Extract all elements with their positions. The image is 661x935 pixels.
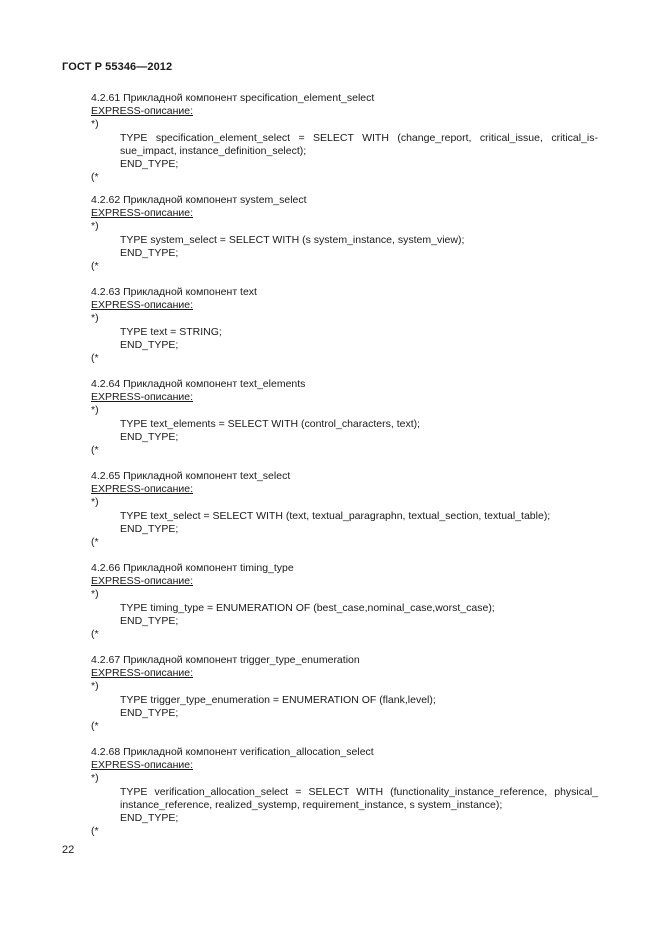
comment-open-marker: *) bbox=[91, 496, 99, 508]
code-line: TYPE system_select = SELECT WITH (s system_instance, system_view); bbox=[120, 234, 465, 246]
end-type-line: END_TYPE; bbox=[120, 523, 179, 535]
component-section bbox=[0, 652, 661, 744]
end-type-line: END_TYPE; bbox=[120, 707, 179, 719]
section-heading: 4.2.66 Прикладной компонент timing_type bbox=[91, 562, 294, 574]
comment-open-marker: *) bbox=[91, 680, 99, 692]
comment-close-marker: (* bbox=[91, 352, 99, 364]
page-header: ГОСТ Р 55346—2012 bbox=[62, 61, 173, 73]
express-label: EXPRESS-описание: bbox=[91, 759, 194, 771]
comment-close-marker: (* bbox=[91, 536, 99, 548]
end-type-line: END_TYPE; bbox=[120, 247, 179, 259]
comment-close-marker: (* bbox=[91, 171, 99, 183]
express-label: EXPRESS-описание: bbox=[91, 667, 194, 679]
component-section bbox=[0, 744, 661, 846]
code-line: TYPE text = STRING; bbox=[120, 326, 222, 338]
component-section bbox=[0, 560, 661, 652]
express-label: EXPRESS-описание: bbox=[91, 299, 194, 311]
end-type-line: END_TYPE; bbox=[120, 158, 179, 170]
end-type-line: END_TYPE; bbox=[120, 431, 179, 443]
code-line: TYPE timing_type = ENUMERATION OF (best_case,nominal_case,worst_case); bbox=[120, 602, 495, 614]
comment-close-marker: (* bbox=[91, 260, 99, 272]
sections-container bbox=[0, 90, 661, 846]
comment-close-marker: (* bbox=[91, 720, 99, 732]
component-section bbox=[0, 192, 661, 284]
code-line: TYPE specification_element_select = SELECT WITH (change_report, critical_issue, critical_is- bbox=[120, 132, 598, 144]
end-type-line: END_TYPE; bbox=[120, 615, 179, 627]
comment-open-marker: *) bbox=[91, 772, 99, 784]
express-label: EXPRESS-описание: bbox=[91, 483, 194, 495]
comment-open-marker: *) bbox=[91, 118, 99, 130]
component-section bbox=[0, 90, 661, 192]
express-label: EXPRESS-описание: bbox=[91, 207, 194, 219]
comment-open-marker: *) bbox=[91, 312, 99, 324]
comment-close-marker: (* bbox=[91, 628, 99, 640]
code-line: instance_reference, realized_systemp, requirement_instance, s system_instance); bbox=[120, 799, 503, 811]
end-type-line: END_TYPE; bbox=[120, 339, 179, 351]
section-heading: 4.2.62 Прикладной компонент system_select bbox=[91, 194, 307, 206]
comment-open-marker: *) bbox=[91, 220, 99, 232]
section-heading: 4.2.63 Прикладной компонент text bbox=[91, 286, 257, 298]
section-heading: 4.2.64 Прикладной компонент text_elements bbox=[91, 378, 306, 390]
express-label: EXPRESS-описание: bbox=[91, 105, 194, 117]
comment-open-marker: *) bbox=[91, 404, 99, 416]
code-line: TYPE trigger_type_enumeration = ENUMERATION OF (flank,level); bbox=[120, 694, 436, 706]
component-section bbox=[0, 284, 661, 376]
comment-close-marker: (* bbox=[91, 444, 99, 456]
section-heading: 4.2.61 Прикладной компонент specification_element_select bbox=[91, 92, 375, 104]
section-heading: 4.2.65 Прикладной компонент text_select bbox=[91, 470, 291, 482]
page-number: 22 bbox=[62, 844, 75, 856]
component-section bbox=[0, 468, 661, 560]
express-label: EXPRESS-описание: bbox=[91, 575, 194, 587]
end-type-line: END_TYPE; bbox=[120, 812, 179, 824]
express-label: EXPRESS-описание: bbox=[91, 391, 194, 403]
component-section bbox=[0, 376, 661, 468]
code-line: TYPE text_select = SELECT WITH (text, textual_paragraphn, textual_section, textual_table); bbox=[120, 510, 551, 522]
code-line: TYPE verification_allocation_select = SELECT WITH (functionality_instance_reference, physical_ bbox=[120, 786, 598, 798]
comment-open-marker: *) bbox=[91, 588, 99, 600]
comment-close-marker: (* bbox=[91, 825, 99, 837]
section-heading: 4.2.68 Прикладной компонент verification_allocation_select bbox=[91, 746, 374, 758]
code-line: sue_impact, instance_definition_select); bbox=[120, 145, 307, 157]
code-line: TYPE text_elements = SELECT WITH (control_characters, text); bbox=[120, 418, 421, 430]
section-heading: 4.2.67 Прикладной компонент trigger_type_enumeration bbox=[91, 654, 360, 666]
